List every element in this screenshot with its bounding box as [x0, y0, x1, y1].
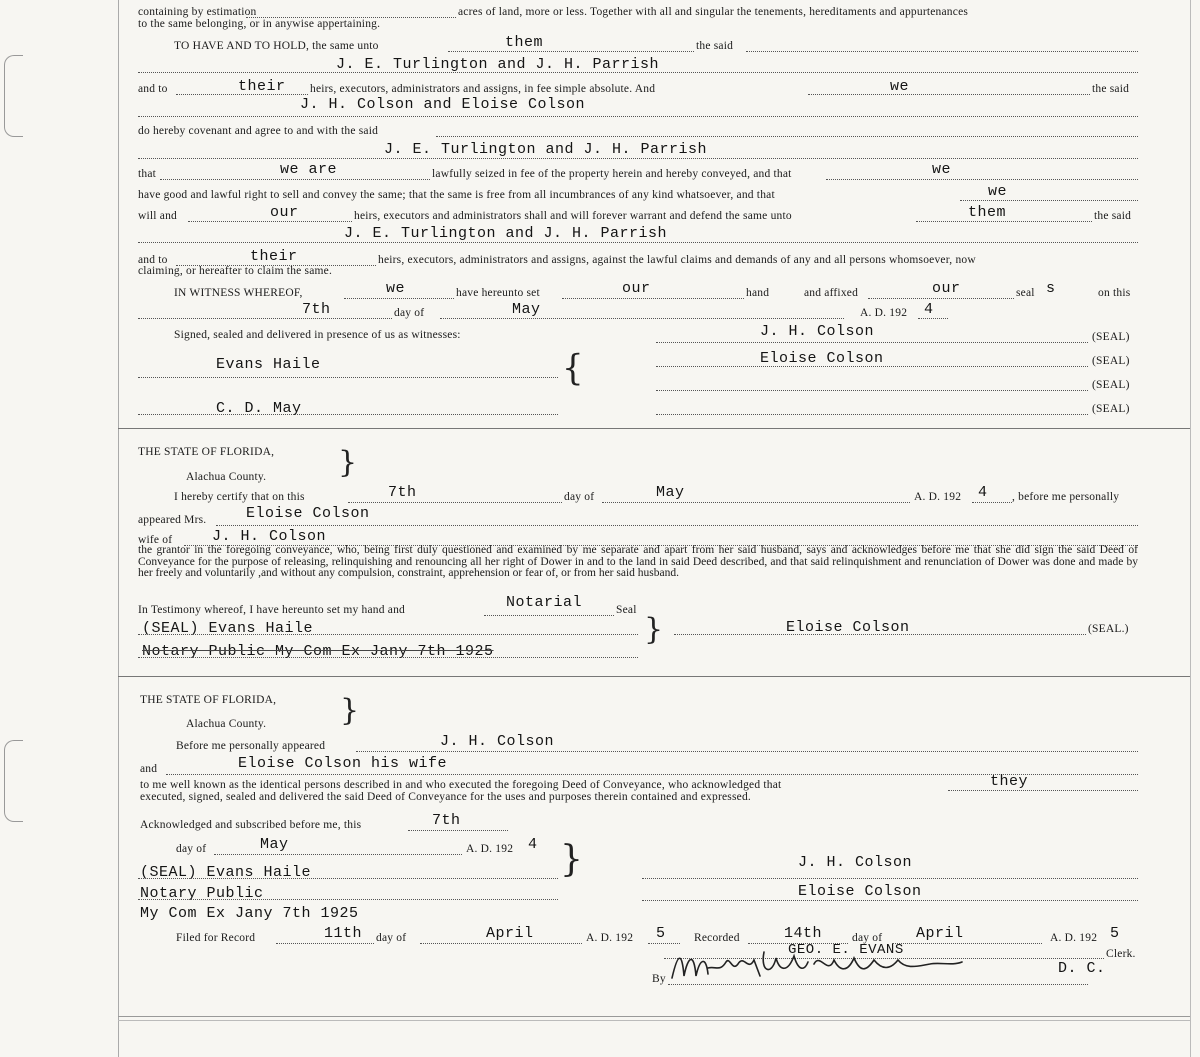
ack2-notary2: Notary Public [140, 885, 264, 902]
blank-line [408, 830, 508, 831]
ack1-year: 4 [978, 484, 988, 501]
seal-label: Seal [616, 604, 637, 616]
ad-label: A. D. 192 [860, 307, 908, 319]
blank-line [448, 51, 694, 52]
bottom-rule [118, 1016, 1190, 1017]
seal-label: seal [1016, 287, 1035, 299]
state-heading: THE STATE OF FLORIDA, [138, 446, 275, 458]
blank-line [138, 116, 1138, 117]
and-to-label: and to [138, 83, 168, 95]
witness-month: May [512, 301, 541, 318]
notarial-value: Notarial [506, 594, 583, 611]
subscribed-text: Acknowledged and subscribed before me, this [140, 819, 362, 831]
testimony-text: In Testimony whereof, I have hereunto set my hand and [138, 604, 405, 616]
blank-line [276, 943, 374, 944]
ack1-body: the grantor in the foregoing conveyance, who, being first duly questioned and examined by me separate and apart from her said husband, says and acknowledges before me that she did sign the said Deed of Conveyance for the purpose of releasing, relinquishing and renouncing all her right of Dower in and to the land in said Deed described, and that said relinquishment and renunciation of Dower was done and made by her freely and voluntarily ,and without any compulsion, constraint, apprehension or fear of, or from her said husband. [138, 544, 1138, 580]
recorded-month: April [916, 925, 964, 942]
wife-of-label: wife of [138, 534, 173, 546]
blank-line [138, 878, 558, 879]
blank-line [562, 298, 744, 299]
blank-line [214, 854, 462, 855]
warrant-text: heirs, executors and administrators shall and will forever warrant and defend the same unto [354, 210, 792, 222]
blank-line [948, 790, 1138, 791]
the-said-label: the said [1092, 83, 1130, 95]
ack1-husband: J. H. Colson [212, 528, 327, 545]
ack2-notary3: My Com Ex Jany 7th 1925 [140, 905, 359, 922]
right-margin-line [1190, 0, 1191, 1057]
ack2-name1: J. H. Colson [440, 733, 555, 750]
county-label: Alachua County. [186, 471, 267, 483]
brace: } [338, 445, 358, 480]
claims-text2: claiming, or hereafter to claim the same. [138, 265, 333, 277]
covenant-grantees2: J. E. Turlington and J. H. Parrish [344, 225, 668, 242]
we-value: we [932, 161, 952, 178]
filed-label: Filed for Record [176, 932, 256, 944]
blank-line [356, 751, 1138, 752]
day-of-label: day of [852, 932, 883, 944]
before-me-text: , before me personally [1012, 491, 1120, 503]
blank-line [746, 51, 1138, 52]
bottom-rule [118, 1020, 1190, 1021]
day-of-label: day of [176, 843, 207, 855]
filed-month: April [486, 925, 534, 942]
seal-mark: (SEAL) [1092, 379, 1130, 391]
our-value: our [622, 280, 651, 297]
notary-line-2: Notary Public My Com Ex Jany 7th 1925 [142, 643, 494, 660]
have-set-text: have hereunto set [456, 287, 540, 299]
good-right-text: have good and lawful right to sell and convey the same; that the same is free from all incumbrances of any kind whatsoever, and that [138, 189, 775, 201]
we-value: we [988, 183, 1008, 200]
our-value: our [932, 280, 961, 297]
the-said-label: the said [696, 40, 734, 52]
signer-name-2: Eloise Colson [760, 350, 884, 367]
witness-whereof: IN WITNESS WHEREOF, [174, 287, 303, 299]
signed-text: Signed, sealed and delivered in presence of us as witnesses: [174, 329, 461, 341]
blank-line [440, 318, 844, 319]
habendum-line1b: acres of land, more or less. Together with all and singular the tenements, hereditaments and appurtenances [458, 6, 969, 18]
certify-text: I hereby certify that on this [174, 491, 305, 503]
that-label: that [138, 168, 157, 180]
blank-line [972, 502, 1012, 503]
blank-line [826, 179, 1138, 180]
habendum-line2: to the same belonging, or in anywise appertaining. [138, 18, 381, 30]
known-text: to me well known as the identical persons described in and who executed the foregoing Deed of Conveyance, who acknowledged that [140, 779, 782, 791]
ack1-name: Eloise Colson [246, 505, 370, 522]
filed-day: 11th [324, 925, 363, 942]
seal-mark: (SEAL) [1092, 355, 1130, 367]
seal-mark: (SEAL) [1092, 403, 1130, 415]
grantor-names: J. H. Colson and Eloise Colson [300, 96, 586, 113]
blank-line [674, 634, 1086, 635]
blank-line [916, 221, 1092, 222]
them-value: them [968, 204, 1007, 221]
will-and-label: will and [138, 210, 177, 222]
seal-plural: s [1046, 280, 1056, 297]
ack2-month: May [260, 836, 289, 853]
blank-line [138, 242, 1138, 243]
blank-line [420, 943, 582, 944]
ack1-month: May [656, 484, 685, 501]
ad-label: A. D. 192 [1050, 932, 1098, 944]
blank-line [656, 414, 1088, 415]
to-have-and-hold: TO HAVE AND TO HOLD, the same unto [174, 40, 379, 52]
binder-hole [4, 740, 23, 822]
ack1-signer: Eloise Colson [786, 619, 910, 636]
we-value: we [386, 280, 406, 297]
grantee-pronoun: them [505, 34, 544, 51]
blank-line [138, 377, 558, 378]
blank-line [344, 298, 454, 299]
executed-text: executed, signed, sealed and delivered the said Deed of Conveyance for the uses and purposes therein contained and expressed. [140, 791, 751, 803]
deputy-signature [668, 942, 968, 988]
the-said-label: the said [1094, 210, 1132, 222]
section-divider [118, 428, 1190, 429]
seal-mark: (SEAL.) [1088, 623, 1129, 635]
and-affixed-label: and affixed [804, 287, 859, 299]
hand-label: hand [746, 287, 770, 299]
they-value: they [990, 773, 1029, 790]
blank-line [656, 366, 1088, 367]
brace: } [340, 693, 360, 728]
brace: } [560, 839, 583, 880]
binder-hole [4, 55, 23, 137]
blank-line [808, 94, 1090, 95]
blank-line [348, 502, 562, 503]
brace: } [644, 612, 664, 647]
blank-line [138, 634, 638, 635]
our-value: our [270, 204, 299, 221]
day-of-label: day of [376, 932, 407, 944]
blank-line [138, 414, 558, 415]
ack2-signer1: J. H. Colson [798, 854, 913, 871]
blank-line [642, 900, 1138, 901]
seal-mark: (SEAL) [1092, 331, 1130, 343]
blank-line [656, 390, 1088, 391]
blank-line [918, 318, 948, 319]
blank-line [868, 298, 1014, 299]
recorded-year: 5 [1110, 925, 1120, 942]
witness-name-1: Evans Haile [216, 356, 321, 373]
before-appeared-text: Before me personally appeared [176, 740, 326, 752]
county-label: Alachua County. [186, 718, 267, 730]
ack1-day: 7th [388, 484, 417, 501]
we-are-value: we are [280, 161, 338, 178]
blank-line [602, 502, 910, 503]
filed-year: 5 [656, 925, 666, 942]
on-this-label: on this [1098, 287, 1131, 299]
covenant-grantees: J. E. Turlington and J. H. Parrish [384, 141, 708, 158]
brace: { [562, 347, 584, 389]
ack2-year: 4 [528, 836, 538, 853]
by-label: By [652, 973, 666, 985]
witness-year: 4 [924, 301, 934, 318]
grantee-names: J. E. Turlington and J. H. Parrish [336, 56, 660, 73]
recorded-day: 14th [784, 925, 823, 942]
dc-label: D. C. [1058, 960, 1106, 977]
and-to-label: and to [138, 254, 168, 266]
claims-text: heirs, executors, administrators and assigns, against the lawful claims and demands of any and all persons whomsoever, now [378, 254, 976, 266]
blank-line [138, 318, 392, 319]
and-label: and [140, 763, 158, 775]
blank-line [138, 657, 638, 658]
notary-line-1: (SEAL) Evans Haile [142, 620, 314, 637]
ack2-notary1: (SEAL) Evans Haile [140, 864, 312, 881]
blank-line [188, 221, 352, 222]
ack2-signer2: Eloise Colson [798, 883, 922, 900]
blank-line [160, 179, 430, 180]
ad-label: A. D. 192 [586, 932, 634, 944]
signer-name-1: J. H. Colson [760, 323, 875, 340]
witness-name-2: C. D. May [216, 400, 302, 417]
blank-line [960, 200, 1138, 201]
we-value: we [890, 78, 910, 95]
state-heading: THE STATE OF FLORIDA, [140, 694, 277, 706]
ad-label: A. D. 192 [466, 843, 514, 855]
clerk-label: Clerk. [1106, 948, 1136, 960]
blank-line [216, 525, 1138, 526]
their-value: their [250, 248, 298, 265]
day-of-label: day of [394, 307, 425, 319]
blank-line [484, 615, 614, 616]
habendum-line1a: containing by estimation [138, 6, 257, 18]
witness-day: 7th [302, 301, 331, 318]
blank-line [138, 158, 1138, 159]
recorded-label: Recorded [694, 932, 740, 944]
blank-line [138, 899, 558, 900]
day-of-label: day of [564, 491, 595, 503]
left-margin-line [118, 0, 119, 1057]
blank-line [642, 878, 1138, 879]
blank-line [436, 136, 1138, 137]
section-divider [118, 676, 1190, 677]
covenant-line1: do hereby covenant and agree to and with the said [138, 125, 379, 137]
ad-label: A. D. 192 [914, 491, 962, 503]
blank-line [656, 342, 1088, 343]
appeared-label: appeared Mrs. [138, 514, 207, 526]
heirs-text: heirs, executors, administrators and assigns, in fee simple absolute. And [310, 83, 656, 95]
ack2-day: 7th [432, 812, 461, 829]
their-value: their [238, 78, 286, 95]
ack2-name2: Eloise Colson his wife [238, 755, 448, 772]
seized-text: lawfully seized in fee of the property herein and hereby conveyed, and that [432, 168, 792, 180]
blank-line [138, 72, 1138, 73]
clerk-name: GEO. E. EVANS [788, 942, 904, 958]
